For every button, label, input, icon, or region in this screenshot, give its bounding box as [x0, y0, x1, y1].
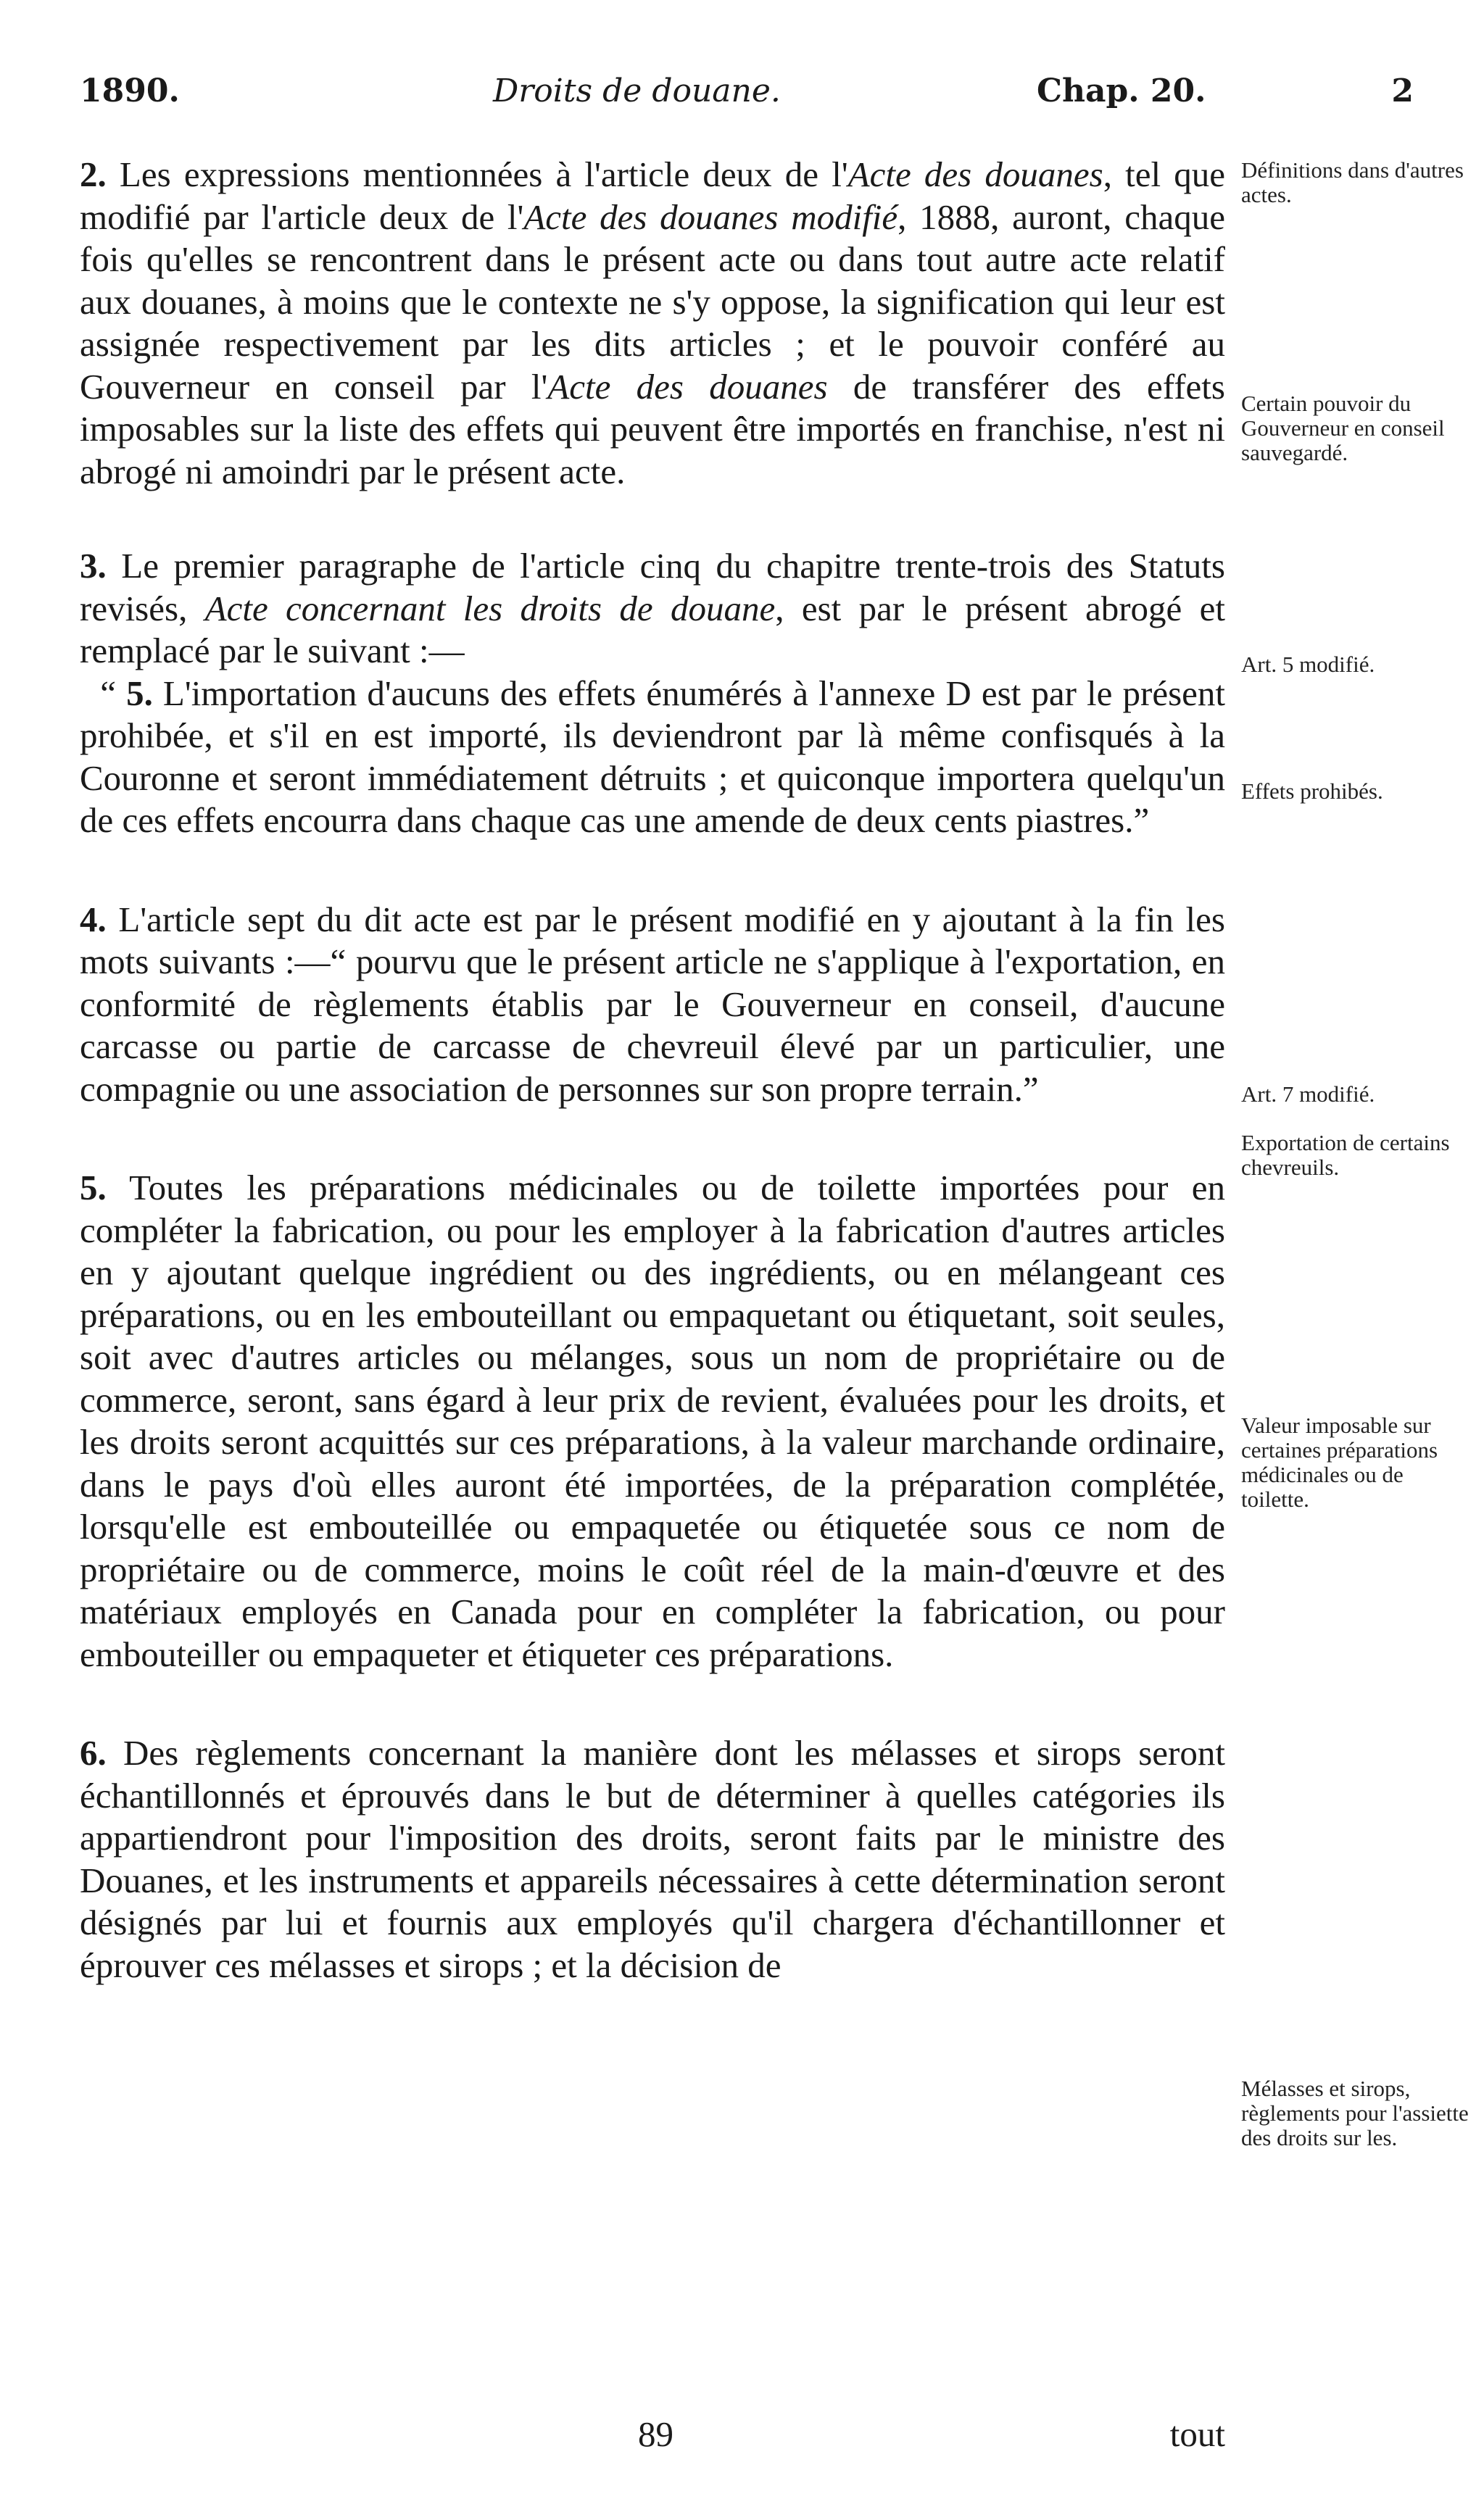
quoted-article-5: [80, 673, 1225, 842]
text-run: de transférer des effets imposables sur la liste des effets qui peuvent être importés en franchise, n'est ni abrogé ni amoindri par le présent acte.: [80, 366, 1225, 491]
margin-note-definitions: Définitions dans d'autres actes.: [1241, 157, 1464, 207]
italic-run: Acte des douanes: [847, 154, 1103, 194]
text-run: , est par le présent abrogé et remplacé par le suivant :—: [80, 588, 1225, 670]
quoted-text: L'importation d'aucuns des effets énumérés à l'annexe D est par le présent prohibée, et s'il en est importé, ils deviendront par là même confisqués à la Couronne et seront immédiatement détruits ; et quiconque importera quelqu'un de ces effets encourra dans chaque cas une amende de deux cents piastres.”: [80, 673, 1226, 840]
section-number: 5.: [80, 1168, 107, 1207]
section-number: 6.: [80, 1733, 107, 1773]
margin-note-exportation: Exportation de certains chevreuils.: [1241, 1130, 1450, 1180]
section-number: 2.: [80, 154, 107, 194]
margin-note-effets-prohibes: Effets prohibés.: [1241, 778, 1383, 804]
section-3-body: [80, 545, 1225, 673]
quote-open: “: [100, 673, 127, 713]
catchword: tout: [1169, 2414, 1225, 2454]
margin-note-art5: Art. 5 modifié.: [1241, 652, 1375, 677]
margin-note-valeur-imposable: Valeur imposable sur certaines préparations médicinales ou de toilette.: [1241, 1413, 1438, 1512]
text-run: Le premier paragraphe de l'article cinq du chapitre trente-trois des Statuts revisés,: [80, 546, 1225, 628]
section-3: [80, 545, 1225, 842]
main-text: [80, 154, 1225, 2043]
text-run: , 1888, auront, chaque fois qu'elles se rencontrent dans le présent acte ou dans tout autre acte relatif aux douanes, à moins que le contexte ne s'y oppose, la signification qui leur est assignée respectivement par les dits articles ; et le pouvoir conféré au Gouverneur en conseil par l': [80, 196, 1225, 407]
header-page-ref: 2: [1391, 72, 1414, 109]
italic-run: Acte des douanes: [547, 366, 828, 407]
text-run: , tel que modifié par l'article deux de l': [80, 154, 1225, 237]
italic-run: Acte des douanes modifié: [523, 196, 898, 237]
text-run: Toutes les préparations médicinales ou de toilette importées pour en compléter la fabrication, ou pour les employer à la fabrication d'autres articles en y ajoutant quelque ingrédient ou des ingrédients, ou en mélangeant ces préparations, ou en les embouteillant ou empaquetant ou étiquetant, soit seules, soit avec d'autres articles ou mélanges, sous un nom de propriétaire ou de commerce, seront, sans égard à leur prix de revient, évaluées pour les droits, et les droits seront acquittés sur ces préparations, à la valeur marchande ordinaire, dans le pays d'où elles auront été importées, de la préparation complétée, lorsqu'elle est embouteillée ou empaquetée ou étiquetée sous ce nom de propriétaire ou de commerce, moins le coût réel de la main-d'œuvre et des matériaux employés en Canada pour en compléter la fabrication, ou pour embouteiller ou empaqueter et étiqueter ces préparations.: [80, 1168, 1225, 1674]
section-6: [80, 1732, 1225, 1987]
italic-run: Acte concernant les droits de douane: [204, 588, 776, 628]
section-5: [80, 1167, 1225, 1676]
section-number: 4.: [80, 899, 107, 939]
page-footer: [80, 2413, 1225, 2464]
section-2: [80, 154, 1225, 493]
text-run: L'article sept du dit acte est par le présent modifié en y ajoutant à la fin les mots suivants :—“ pourvu que le présent article ne s'applique à l'exportation, en conformité de règlements établis par le Gouverneur en conseil, d'aucune carcasse ou partie de carcasse de chevreuil élevé par un particulier, une compagnie ou une association de personnes sur son propre terrain.”: [80, 899, 1225, 1109]
text-run: Des règlements concernant la manière dont les mélasses et sirops seront échantillonnés et éprouvés dans le but de déterminer à quelles catégories ils appartiendront pour l'imposition des droits, seront faits par le ministre des Douanes, et les instruments et appareils nécessaires à cette détermination seront désignés par lui et fournis aux employés qu'il chargera d'échantillonner et éprouver ces mélasses et sirops ; et la décision de: [80, 1733, 1225, 1985]
section-4: [80, 899, 1225, 1111]
margin-note-art7: Art. 7 modifié.: [1241, 1081, 1375, 1107]
text-run: Les expressions mentionnées à l'article deux de l': [106, 154, 848, 194]
quoted-section-number: 5.: [126, 673, 153, 713]
margin-note-melasses: Mélasses et sirops, règlements pour l'assiette des droits sur les.: [1241, 2076, 1469, 2150]
header-title: Droits de douane.: [493, 72, 781, 109]
section-number: 3.: [80, 546, 107, 586]
running-header: [80, 72, 1414, 130]
header-chapter: Chap. 20.: [1037, 72, 1206, 109]
header-year: 1890.: [80, 72, 180, 109]
margin-note-pouvoir: Certain pouvoir du Gouverneur en conseil sauvegardé.: [1241, 391, 1445, 465]
page-number: 89: [638, 2414, 673, 2454]
